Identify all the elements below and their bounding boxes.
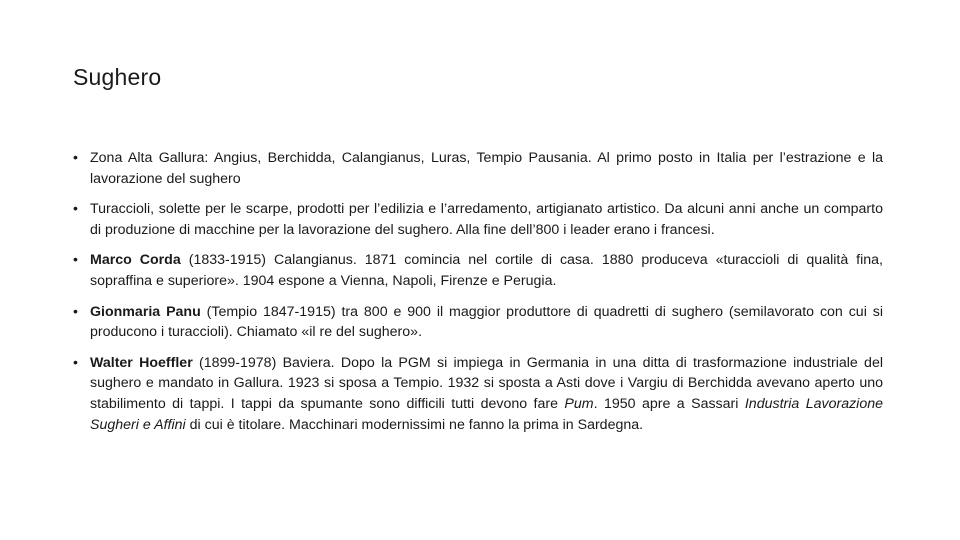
bullet-icon: • — [73, 354, 78, 371]
bullet-icon: • — [73, 150, 78, 166]
bullet-item-marco-corda — [73, 250, 883, 291]
bullet-name: Gionmaria Panu — [90, 303, 201, 320]
bullet-list — [73, 148, 883, 445]
bullet-text-part: . 1950 apre a Sassari — [593, 395, 745, 412]
slide-title: Sughero — [73, 64, 162, 90]
bullet-name: Walter Hoeffler — [90, 354, 193, 371]
bullet-text-part: (1899-1978) Baviera. Dopo la PGM si impiega in Germania in una ditta di trasformazione industriale del sughero e mandato in Gallura. 1923 si sposa a Tempio. 1932 si sposta a Asti dove i Vargiu di Berchidda avevano aperto uno stabilimento di tappi. I tappi da spumante sono difficili tutti devono fare — [90, 354, 883, 412]
bullet-text: Turaccioli, solette per le scarpe, prodotti per l’edilizia e l’arredamento, artigianato artistico. Da alcuni anni anche un comparto di produzione di macchine per la lavorazione del sughero. Alla fine dell’800 i leader erano i francesi. — [90, 201, 883, 238]
bullet-italic-pum: Pum — [564, 395, 594, 412]
bullet-icon: • — [73, 252, 78, 269]
bullet-item-zona — [73, 148, 883, 189]
bullet-text: (Tempio 1847-1915) tra 800 e 900 il maggior produttore di quadretti di sughero (semilavorato con cui si producono i turaccioli). Chiamato «il re del sughero». — [90, 303, 883, 341]
bullet-item-gionmaria-panu — [73, 302, 883, 343]
bullet-italic-company: Industria Lavorazione Sugheri e Affini — [90, 395, 884, 433]
bullet-text: Zona Alta Gallura: Angius, Berchidda, Calangianus, Luras, Tempio Pausania. Al primo posto in Italia per l’estrazione e la lavorazione del sughero — [90, 150, 883, 187]
bullet-icon: • — [73, 201, 78, 218]
bullet-icon: • — [73, 303, 78, 320]
bullet-text: (1833-1915) Calangianus. 1871 comincia nel cortile di casa. 1880 produceva «turaccioli di qualità fina, sopraffina e superiore». 1904 espone a Vienna, Napoli, Firenze e Perugia. — [90, 252, 883, 289]
bullet-text-part: di cui è titolare. Macchinari modernissimi ne fanno la prima in Sardegna. — [185, 416, 644, 433]
bullet-item-walter-hoeffler — [73, 353, 883, 435]
bullet-item-turaccioli — [73, 199, 883, 240]
bullet-name: Marco Corda — [90, 252, 181, 269]
